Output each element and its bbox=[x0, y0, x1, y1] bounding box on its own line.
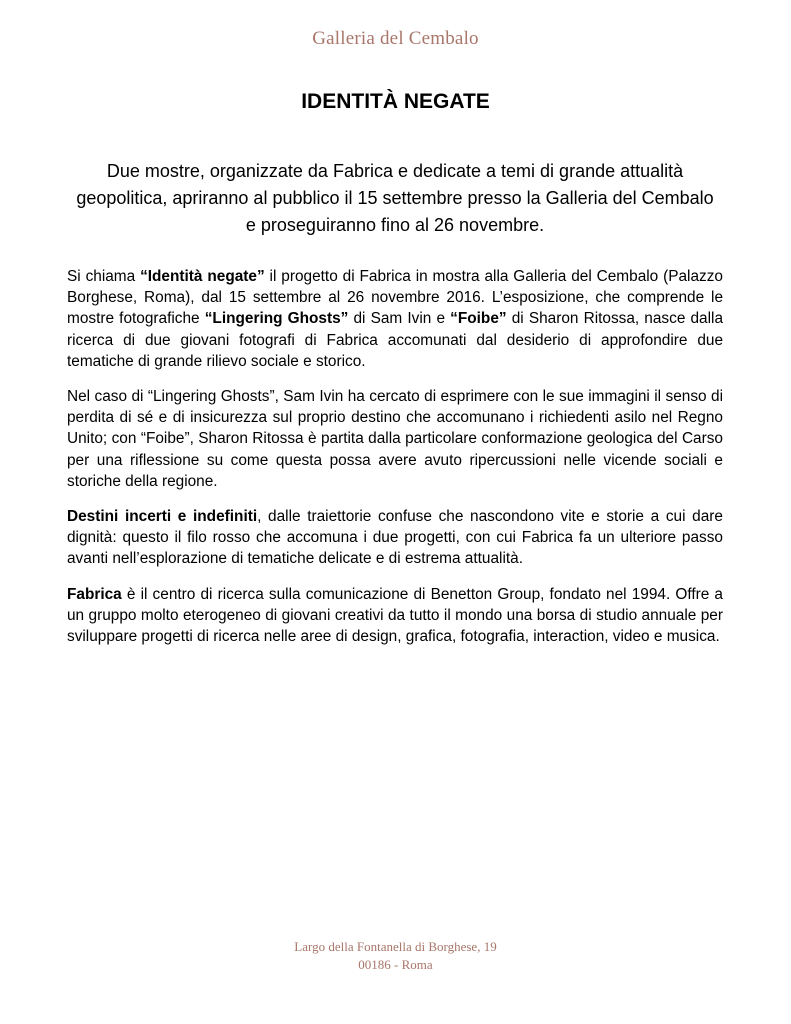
fabrica-name: Fabrica bbox=[67, 585, 122, 603]
project-name: “Identità negate” bbox=[140, 268, 265, 285]
subtitle: Due mostre, organizzate da Fabrica e dedicate a temi di grande attualità geopolitica, apriranno al pubblico il 15 settembre presso la Galleria del Cembalo e proseguiranno fino al 26 novembre. bbox=[76, 161, 714, 235]
paragraph-text: di Sharon Ritossa, nasce dalla ricerca di due giovani fotografi di Fabrica accomunati dal desiderio di approfondire due tematiche di grande rilievo sociale e storico. bbox=[67, 310, 724, 370]
paragraph-text: Si chiama bbox=[67, 268, 141, 285]
paragraph-intro bbox=[67, 266, 723, 372]
page-title: IDENTITÀ NEGATE bbox=[301, 90, 490, 113]
footer-address bbox=[0, 938, 791, 974]
gallery-name-header: Galleria del Cembalo bbox=[312, 28, 479, 49]
exhibition-name-foibe: “Foibe” bbox=[450, 310, 507, 328]
highlight-phrase: Destini incerti e indefiniti bbox=[67, 508, 258, 526]
paragraph-text: il progetto di Fabrica in mostra alla Galleria del Cembalo (Palazzo Borghese, Roma), dal 15 settembre al 26 novembre 2016. L’esposizione, che comprende le mostre fotografiche bbox=[67, 268, 723, 328]
paragraph-text: è il centro di ricerca sulla comunicazione di Benetton Group, fondato nel 1994. Offre a un gruppo molto eterogeneo di giovani creativi da tutto il mondo una borsa di studio annuale per sviluppare progetti di ricerca nelle aree di design, grafica, fotografia, interaction, video e musica. bbox=[67, 585, 723, 646]
paragraph-exhibitions: Nel caso di “Lingering Ghosts”, Sam Ivin ha cercato di esprimere con le sue immagini il senso di perdita di sé e di insicurezza sul proprio destino che accomunano i richiedenti asilo nel Regno Unito; con “Foibe”, Sharon Ritossa è partita dalla particolare conformazione geologica del Carso per una riflessione su come questa possa avere avuto ripercussioni nelle vicende sociali e storiche della regione. bbox=[67, 388, 723, 490]
paragraph-fabrica bbox=[67, 584, 723, 648]
paragraph-text: , dalle traiettorie confuse che nascondono vite e storie a cui dare dignità: questo il filo rosso che accomuna i due progetti, con cui Fabrica fa un ulteriore passo avanti nell’esplorazione di tematiche delicate e di estrema attualità. bbox=[67, 508, 723, 568]
paragraph-text: di Sam Ivin e bbox=[348, 310, 451, 328]
address-line-1: Largo della Fontanella di Borghese, 19 bbox=[294, 939, 497, 954]
paragraph-destinies bbox=[67, 506, 723, 570]
body-text bbox=[67, 266, 723, 659]
address-line-2: 00186 - Roma bbox=[358, 957, 433, 972]
exhibition-name-lingering-ghosts: “Lingering Ghosts” bbox=[204, 310, 349, 328]
